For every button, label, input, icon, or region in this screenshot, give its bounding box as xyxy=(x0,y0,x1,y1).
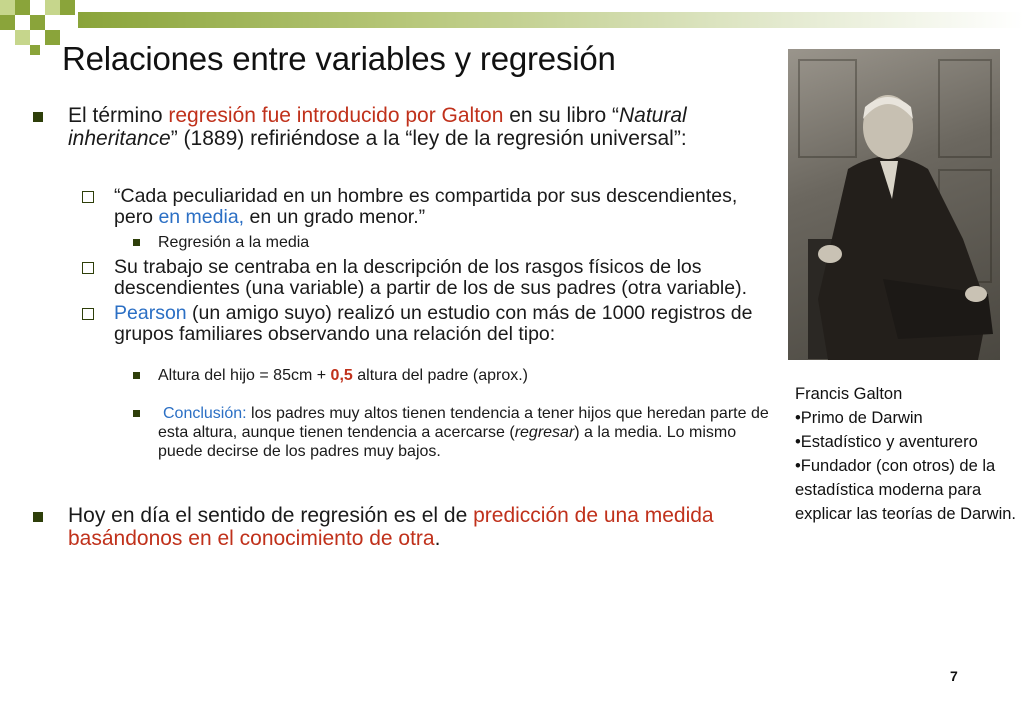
text: El término xyxy=(68,104,169,127)
sub-bullet-work xyxy=(30,257,780,299)
hollow-square-bullet-icon xyxy=(82,262,94,274)
square-bullet-icon xyxy=(33,112,43,122)
page-title: Relaciones entre variables y regresión xyxy=(62,40,616,77)
caption-item: •Estadístico y aventurero xyxy=(795,433,978,451)
slide-number: 7 xyxy=(950,668,958,684)
hollow-square-bullet-icon xyxy=(82,308,94,320)
text: “Cada peculiaridad en un hombre es compartida por sus descendientes, pero xyxy=(114,185,738,228)
caption-item: •Primo de Darwin xyxy=(795,409,923,427)
bullet-modern-meaning xyxy=(30,504,780,550)
italic-text: regresar xyxy=(514,424,575,441)
small-square-bullet-icon xyxy=(133,239,140,246)
highlight-text: Pearson xyxy=(114,302,187,324)
sub-sub-bullet-conclusion xyxy=(30,404,780,461)
bullet-galton-intro xyxy=(30,104,780,150)
text: Su trabajo se centraba en la descripción de los rasgos físicos de los descendientes (una variable) a partir de los de sus padres (otra variable). xyxy=(114,256,748,299)
text: (un amigo suyo) realizó un estudio con más de 1000 registros de grupos familiares observando una relación del tipo: xyxy=(114,302,753,345)
sub-bullet-quote xyxy=(30,186,780,228)
sub-bullet-pearson xyxy=(30,303,780,345)
hollow-square-bullet-icon xyxy=(82,191,94,203)
title-gradient-bar xyxy=(78,12,1024,28)
small-square-bullet-icon xyxy=(133,372,140,379)
text: en su libro “ xyxy=(503,104,619,127)
text: en un grado menor.” xyxy=(244,206,426,228)
highlight-text: predicción de una medida basándonos en el conocimiento de otra xyxy=(68,504,714,550)
highlight-text: en media, xyxy=(158,206,245,228)
small-square-bullet-icon xyxy=(133,410,140,417)
caption-item: •Fundador (con otros) de la estadística moderna para explicar las teorías de Darwin. xyxy=(795,457,1017,523)
caption-name: Francis Galton xyxy=(795,385,903,403)
text: ” (1889) refiriéndose a la “ley de la regresión universal”: xyxy=(170,127,687,150)
sub-sub-bullet-regression xyxy=(30,233,780,252)
slide-body xyxy=(30,104,780,550)
portrait-caption xyxy=(795,382,1020,526)
text: altura del padre (aprox.) xyxy=(352,367,528,384)
text: Regresión a la media xyxy=(158,234,310,251)
text: . xyxy=(434,527,441,550)
text: los padres muy altos tienen tendencia a tener hijos que heredan parte de esta altura, aunque tienen tendencia a acercarse ( xyxy=(158,405,769,441)
highlight-text: Conclusión: xyxy=(163,405,247,422)
square-bullet-icon xyxy=(33,512,43,522)
book-title: Natural inheritance xyxy=(68,104,687,150)
sub-sub-bullet-formula xyxy=(30,366,780,385)
text: ) a la media. Lo mismo puede decirse de los padres muy bajos. xyxy=(158,424,737,460)
highlight-text: regresión fue introducido por Galton xyxy=(168,104,504,127)
text: Hoy en día el sentido de regresión es el de xyxy=(68,504,474,527)
coefficient: 0,5 xyxy=(330,367,353,384)
galton-portrait-photo xyxy=(788,49,1000,360)
text: Altura del hijo = 85cm + xyxy=(158,367,331,384)
